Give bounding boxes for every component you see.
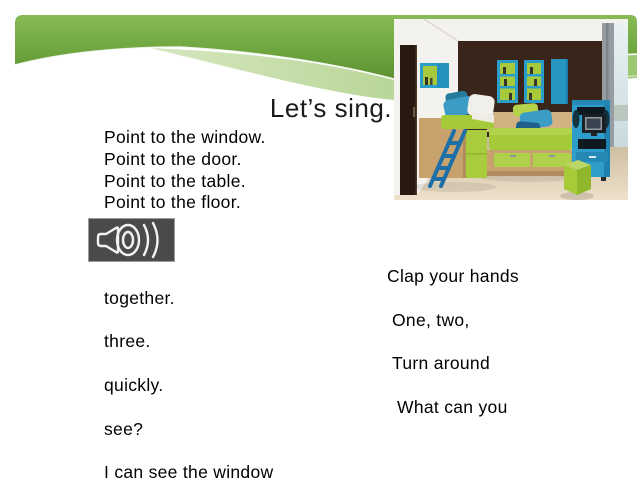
cube-stool bbox=[560, 160, 594, 200]
song-line: together. bbox=[104, 287, 175, 308]
wall-shelf-box bbox=[420, 63, 449, 88]
point-line: Point to the floor. bbox=[104, 192, 242, 213]
song-line: Clap your hands bbox=[387, 266, 519, 286]
song-line: three. bbox=[104, 331, 151, 352]
song-line: quickly. bbox=[104, 374, 164, 395]
song-line: What can you bbox=[397, 396, 508, 417]
song-line: I can see the window bbox=[104, 462, 274, 480]
speaker-icon bbox=[89, 219, 174, 261]
bedroom-photo bbox=[394, 19, 628, 200]
wall-cabinets bbox=[497, 59, 568, 104]
point-line: Point to the door. bbox=[104, 148, 242, 169]
song-line-blank bbox=[104, 440, 549, 462]
song-line: One, two, bbox=[392, 309, 470, 330]
point-lines-block bbox=[104, 127, 266, 214]
point-line: Point to the window. bbox=[104, 127, 266, 147]
song-lyrics-block bbox=[104, 266, 549, 480]
audio-button[interactable] bbox=[88, 218, 175, 262]
song-line: see? bbox=[104, 418, 144, 439]
page-title: Let’s sing. bbox=[269, 93, 392, 123]
wardrobe bbox=[400, 45, 417, 195]
song-line: Turn around bbox=[392, 353, 490, 374]
point-line: Point to the table. bbox=[104, 170, 246, 191]
